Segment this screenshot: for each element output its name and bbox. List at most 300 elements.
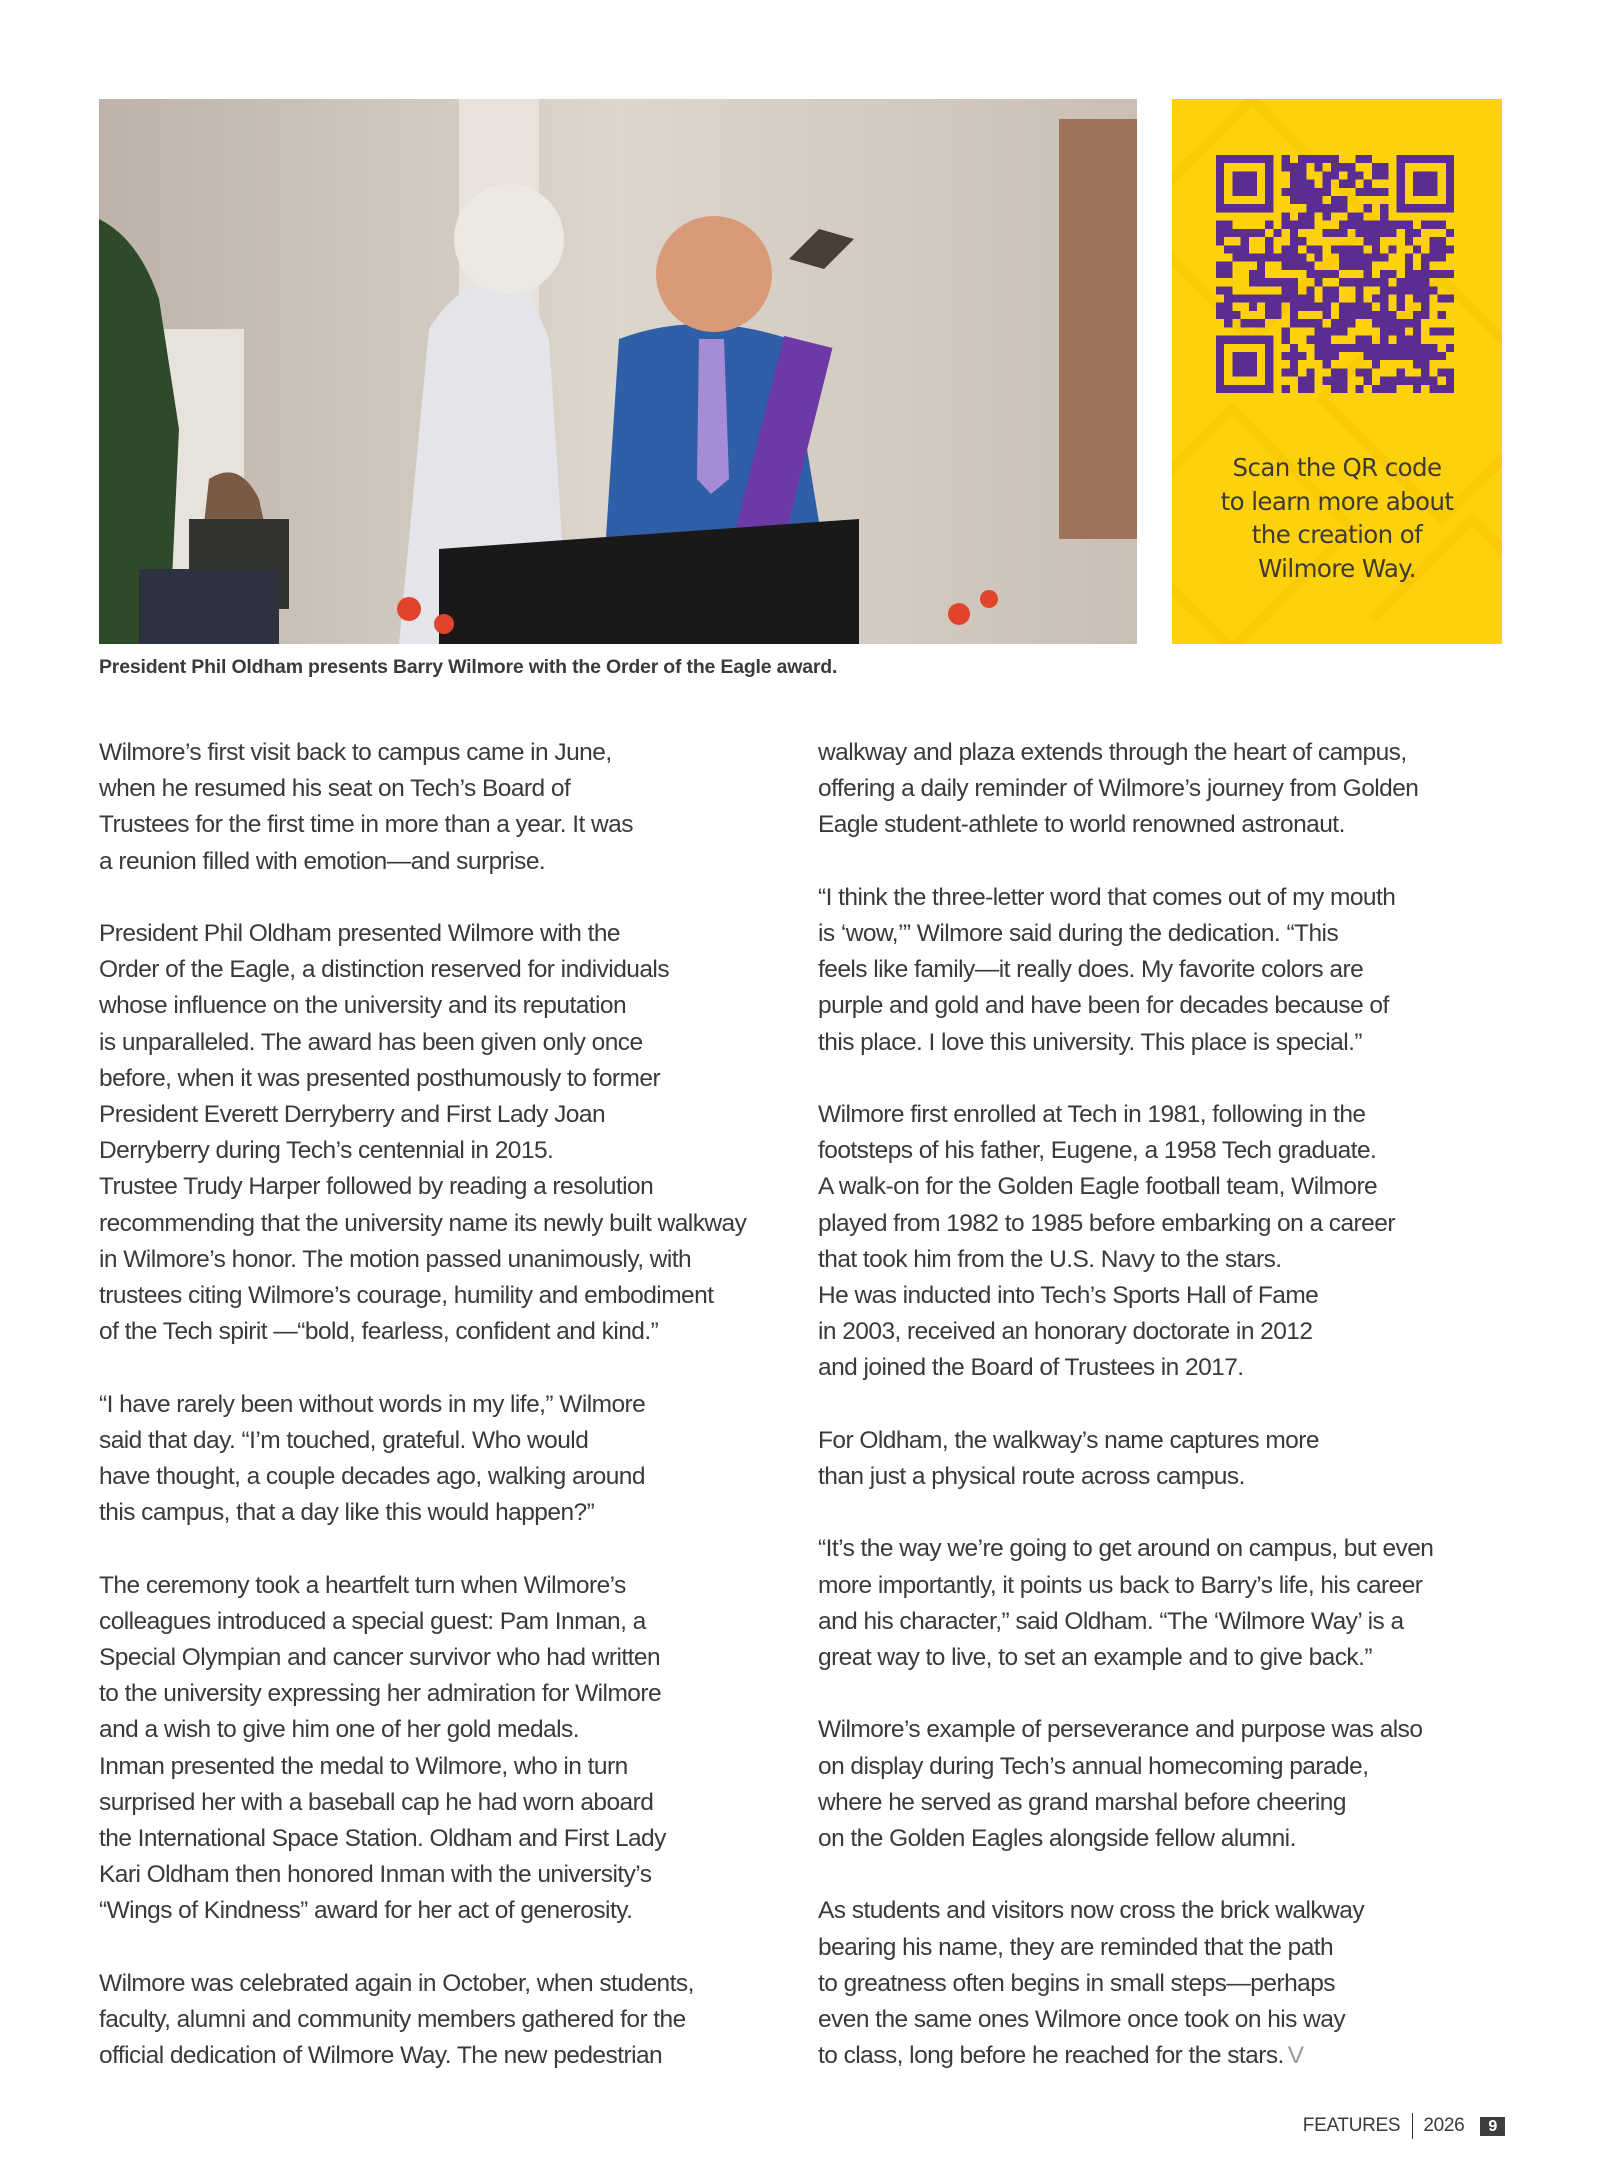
qr-module — [1331, 295, 1339, 303]
qr-module — [1429, 237, 1437, 245]
qr-module — [1265, 303, 1273, 311]
qr-module — [1364, 344, 1372, 352]
article-paragraph: Wilmore’s example of perseverance and purpose was also on display during Tech’s annual homecoming parade, where he served as grand marshal before cheering on the Golden Eagles alongside fellow alumni. — [818, 1716, 1423, 1853]
qr-module — [1232, 253, 1240, 261]
qr-module — [1405, 377, 1413, 385]
qr-module — [1306, 204, 1314, 212]
qr-module — [1372, 352, 1380, 360]
qr-module — [1257, 262, 1265, 270]
qr-module — [1314, 204, 1322, 212]
qr-module — [1446, 229, 1454, 237]
qr-module — [1438, 368, 1446, 376]
qr-module — [1306, 212, 1314, 220]
qr-module — [1388, 385, 1396, 393]
qr-module — [1314, 245, 1322, 253]
qr-module — [1380, 204, 1388, 212]
qr-module — [1446, 295, 1454, 303]
qr-module — [1306, 286, 1314, 294]
qr-module — [1216, 336, 1224, 393]
qr-module — [1356, 262, 1364, 270]
photo-caption: President Phil Oldham presents Barry Wilmore with the Order of the Eagle award. — [99, 656, 838, 678]
qr-module — [1323, 295, 1331, 303]
qr-module — [1249, 319, 1257, 327]
qr-module — [1265, 311, 1273, 319]
qr-module — [1372, 245, 1380, 253]
article-paragraph: walkway and plaza extends through the heart of campus, offering a daily reminder of Wilmore’s journey from Golden Eagle student-athlete to world renowned astronaut. — [818, 739, 1419, 839]
qr-module — [1446, 270, 1454, 278]
qr-module — [1224, 221, 1232, 229]
qr-module — [1306, 319, 1314, 327]
page-number: 9 — [1480, 2117, 1505, 2136]
qr-module — [1290, 368, 1298, 376]
qr-module — [1282, 245, 1290, 253]
article-paragraph-text: As students and visitors now cross the brick walkway bearing his name, they are reminded that the path to greatness often begins in small steps—perhaps even the same ones Wilmore once took on his way to class, long before he reached for the stars. — [818, 1897, 1365, 2070]
qr-module — [1323, 327, 1331, 335]
qr-module — [1314, 327, 1322, 335]
qr-module — [1356, 303, 1364, 311]
qr-module — [1323, 204, 1331, 212]
article-paragraph: Wilmore was celebrated again in October, when students, faculty, alumni and community members gathered for the official dedication of Wilmore Way. The new pedestrian — [99, 1969, 694, 2070]
qr-module — [1282, 212, 1290, 220]
qr-module — [1323, 344, 1331, 352]
qr-module — [1421, 270, 1429, 278]
qr-module — [1282, 352, 1290, 360]
qr-module — [1347, 212, 1355, 220]
qr-module — [1347, 262, 1355, 270]
qr-module — [1372, 171, 1380, 179]
qr-module — [1339, 377, 1347, 385]
qr-module — [1314, 188, 1322, 196]
qr-module — [1397, 286, 1405, 294]
qr-module — [1339, 278, 1347, 286]
qr-module — [1306, 368, 1314, 376]
qr-module — [1405, 336, 1413, 344]
qr-module — [1339, 319, 1347, 327]
qr-module — [1397, 295, 1405, 303]
qr-module — [1232, 311, 1240, 319]
qr-module — [1421, 368, 1429, 376]
qr-module — [1405, 237, 1413, 245]
qr-module — [1241, 229, 1249, 237]
qr-module — [1405, 221, 1413, 229]
qr-module — [1265, 237, 1273, 245]
photo-illustration — [99, 99, 1137, 644]
qr-module — [1405, 229, 1413, 237]
qr-module — [1380, 253, 1388, 261]
qr-module — [1380, 171, 1388, 179]
qr-module — [1339, 229, 1347, 237]
qr-module — [1257, 229, 1265, 237]
qr-module — [1372, 237, 1380, 245]
qr-module — [1364, 270, 1372, 278]
article-final-paragraph — [818, 1893, 1538, 2074]
qr-module — [1314, 163, 1322, 171]
qr-module — [1216, 286, 1224, 294]
qr-module — [1249, 253, 1257, 261]
qr-module — [1339, 221, 1347, 229]
qr-module — [1380, 377, 1388, 385]
qr-module — [1314, 196, 1322, 204]
qr-module — [1298, 237, 1306, 245]
qr-module — [1339, 204, 1347, 212]
qr-module — [1306, 336, 1314, 344]
qr-module — [1224, 262, 1232, 270]
qr-module — [1298, 303, 1306, 311]
qr-panel — [1172, 99, 1502, 644]
qr-module — [1438, 270, 1446, 278]
qr-module — [1323, 377, 1331, 385]
qr-module — [1257, 278, 1265, 286]
qr-module — [1421, 278, 1429, 286]
qr-module — [1306, 180, 1314, 188]
qr-module — [1339, 245, 1347, 253]
qr-module — [1241, 253, 1249, 261]
qr-module — [1380, 295, 1388, 303]
qr-module — [1249, 270, 1257, 278]
qr-module — [1241, 295, 1249, 303]
qr-module — [1265, 245, 1273, 253]
article-left-column — [99, 735, 819, 2074]
qr-module — [1273, 311, 1281, 319]
qr-module — [1298, 262, 1306, 270]
qr-module — [1323, 188, 1331, 196]
qr-module — [1397, 303, 1405, 311]
photo-flower — [434, 614, 454, 634]
qr-module — [1388, 311, 1396, 319]
qr-module — [1282, 163, 1290, 171]
qr-module — [1356, 336, 1364, 344]
qr-module — [1413, 286, 1421, 294]
qr-module — [1356, 221, 1364, 229]
qr-module — [1290, 171, 1298, 179]
qr-module — [1323, 180, 1331, 188]
qr-module — [1413, 319, 1421, 360]
qr-module — [1421, 344, 1429, 352]
qr-module — [1314, 155, 1322, 163]
qr-module — [1249, 278, 1257, 286]
qr-module — [1331, 163, 1339, 171]
qr-module — [1290, 262, 1298, 270]
qr-module — [1298, 163, 1306, 171]
qr-module — [1290, 253, 1298, 261]
qr-module — [1290, 237, 1298, 245]
qr-module — [1273, 303, 1281, 311]
qr-module — [1388, 270, 1396, 278]
qr-module — [1372, 311, 1380, 319]
qr-module — [1339, 180, 1347, 188]
article-paragraph: “I think the three-letter word that comes out of my mouth is ‘wow,’” Wilmore said during the dedication. “This feels like family—it really does. My favorite colors are purple and gold and have been for decades because of this place. I love this university. This place is special.” — [818, 883, 1396, 1056]
qr-module — [1298, 319, 1306, 327]
qr-module — [1323, 229, 1331, 237]
qr-module — [1331, 270, 1339, 278]
qr-module — [1282, 295, 1290, 303]
qr-module — [1216, 262, 1224, 270]
qr-module — [1273, 278, 1281, 286]
qr-module — [1290, 319, 1298, 327]
page-footer — [1303, 2113, 1505, 2139]
qr-module — [1224, 229, 1232, 237]
qr-module — [1331, 229, 1339, 237]
qr-module — [1249, 229, 1257, 237]
qr-module — [1241, 237, 1249, 245]
qr-module — [1380, 319, 1388, 360]
qr-module — [1339, 196, 1347, 204]
qr-module — [1249, 295, 1257, 303]
qr-module — [1290, 196, 1298, 204]
qr-module — [1446, 327, 1454, 335]
article-paragraph: “It’s the way we’re going to get around on campus, but even more importantly, it points us back to Barry’s life, his career and his character,” said Oldham. “The ‘Wilmore Way’ is a great way to live, to set an example and to give back.” — [818, 1535, 1434, 1672]
qr-module — [1339, 311, 1347, 319]
qr-module — [1323, 155, 1331, 163]
qr-module — [1290, 163, 1298, 171]
qr-module — [1290, 245, 1298, 253]
qr-module — [1397, 204, 1454, 212]
qr-module — [1290, 360, 1298, 368]
qr-module — [1372, 344, 1380, 352]
qr-module — [1216, 229, 1224, 237]
qr-module — [1413, 385, 1421, 393]
qr-module — [1388, 286, 1396, 294]
qr-module — [1224, 295, 1232, 303]
qr-module — [1347, 221, 1355, 229]
qr-module — [1438, 385, 1446, 393]
qr-module — [1339, 327, 1347, 335]
qr-module — [1314, 319, 1322, 327]
article-paragraph: Wilmore first enrolled at Tech in 1981, following in the footsteps of his father, Eugene, a 1958 Tech graduate. A walk-on for the Golden Eagle football team, Wilmore played from 1982 to 1985 before embarking on a career that took him from the U.S. Navy to the stars. He was inducted into Tech’s Sports Hall of Fame in 2003, received an honorary doctorate in 2012 and joined the Board of Trustees in 2017. — [818, 1101, 1395, 1382]
qr-module — [1397, 377, 1405, 385]
qr-module — [1397, 327, 1405, 335]
qr-module — [1388, 245, 1396, 253]
qr-module — [1331, 352, 1339, 360]
qr-module — [1429, 352, 1437, 360]
qr-module — [1331, 368, 1339, 376]
qr-module — [1421, 253, 1429, 261]
qr-module — [1372, 221, 1380, 229]
qr-module — [1364, 204, 1372, 212]
qr-module — [1429, 270, 1437, 278]
qr-module — [1438, 245, 1446, 253]
qr-module — [1331, 377, 1339, 385]
qr-module — [1314, 253, 1322, 261]
qr-module — [1323, 336, 1331, 344]
qr-module — [1298, 377, 1306, 385]
qr-module — [1429, 344, 1437, 352]
article-paragraph: The ceremony took a heartfelt turn when Wilmore’s colleagues introduced a special guest: Pam Inman, a Special Olympian and cancer survivor who had written to the university expressing her admiration for Wilmore and a wish to give him one of her gold medals. Inman presented the medal to Wilmore, who in turn surprised her with a baseball cap he had worn aboard the International Space Station. Oldham and First Lady Kari Oldham then honored Inman with the university’s “Wings of Kindness” award for her act of generosity. — [99, 1571, 666, 1925]
qr-module — [1372, 253, 1380, 261]
qr-module — [1388, 327, 1396, 335]
qr-module — [1298, 196, 1306, 204]
qr-module — [1347, 344, 1355, 352]
qr-module — [1331, 245, 1339, 253]
qr-module — [1290, 229, 1298, 237]
qr-module — [1265, 336, 1273, 393]
qr-module — [1356, 229, 1364, 237]
qr-module — [1331, 155, 1339, 163]
qr-module — [1347, 311, 1355, 319]
qr-module — [1356, 385, 1364, 393]
qr-module — [1339, 368, 1347, 376]
qr-module — [1356, 368, 1364, 376]
qr-module — [1356, 155, 1364, 163]
qr-module — [1429, 327, 1437, 335]
qr-module — [1265, 295, 1273, 303]
qr-module — [1438, 253, 1446, 261]
qr-module — [1405, 270, 1413, 278]
qr-module — [1380, 270, 1388, 278]
qr-module — [1364, 303, 1372, 311]
qr-module — [1356, 188, 1364, 196]
qr-module — [1372, 319, 1380, 327]
qr-module — [1347, 319, 1355, 327]
qr-module — [1314, 278, 1322, 286]
qr-module — [1323, 352, 1331, 360]
qr-module — [1232, 229, 1240, 237]
qr-module — [1323, 212, 1331, 220]
qr-module — [1306, 221, 1314, 229]
qr-module — [1364, 253, 1372, 261]
qr-module — [1306, 377, 1314, 385]
qr-module — [1224, 245, 1232, 253]
qr-module — [1216, 311, 1224, 319]
qr-module — [1216, 270, 1224, 278]
photo-flower — [948, 603, 970, 625]
photo-flower — [397, 597, 421, 621]
qr-module — [1372, 188, 1380, 196]
qr-module — [1364, 377, 1372, 385]
qr-module — [1216, 155, 1224, 212]
qr-module — [1298, 188, 1306, 196]
qr-module — [1265, 253, 1273, 261]
qr-module — [1397, 344, 1405, 352]
qr-module — [1429, 377, 1437, 385]
qr-module — [1314, 303, 1322, 311]
qr-module — [1306, 188, 1314, 196]
qr-module — [1323, 270, 1331, 278]
qr-module — [1380, 286, 1388, 294]
article-paragraph: For Oldham, the walkway’s name captures more than just a physical route across campus. — [818, 1426, 1319, 1491]
qr-module — [1413, 245, 1421, 253]
qr-module — [1429, 286, 1437, 294]
qr-code-icon[interactable] — [1216, 155, 1454, 393]
qr-module — [1314, 270, 1322, 278]
qr-module — [1323, 360, 1331, 368]
qr-module — [1364, 278, 1372, 286]
qr-module — [1224, 319, 1232, 327]
qr-module — [1388, 221, 1396, 229]
qr-module — [1347, 278, 1355, 286]
qr-module — [1224, 270, 1232, 278]
qr-module — [1413, 229, 1421, 237]
photo-oldham-head — [454, 184, 564, 294]
article-paragraph: “I have rarely been without words in my life,” Wilmore said that day. “I’m touched, grateful. Who would have thought, a couple decades ago, walking around this campus, that a day like this would happen?” — [99, 1390, 646, 1527]
qr-module — [1265, 155, 1273, 212]
footer-section: FEATURES — [1302, 2115, 1401, 2136]
qr-module — [1446, 344, 1454, 352]
qr-module — [1298, 171, 1306, 179]
qr-module — [1413, 295, 1421, 303]
qr-module — [1347, 253, 1355, 261]
qr-module — [1405, 278, 1413, 286]
qr-module — [1290, 311, 1298, 319]
qr-module — [1429, 253, 1437, 261]
qr-module — [1380, 212, 1388, 220]
qr-module — [1364, 336, 1372, 344]
qr-module — [1397, 278, 1405, 286]
qr-module — [1421, 221, 1429, 229]
qr-module — [1298, 385, 1306, 393]
qr-module — [1397, 155, 1405, 212]
qr-module — [1290, 295, 1298, 303]
qr-module — [1438, 327, 1446, 335]
qr-module — [1232, 295, 1240, 303]
qr-module — [1224, 303, 1232, 311]
qr-module — [1290, 303, 1298, 311]
qr-module — [1282, 327, 1290, 335]
qr-module — [1364, 155, 1372, 163]
qr-module — [1306, 155, 1314, 163]
qr-module — [1347, 180, 1355, 188]
qr-module — [1380, 188, 1388, 196]
qr-module — [1364, 221, 1372, 229]
qr-module — [1331, 171, 1339, 179]
qr-module — [1413, 377, 1421, 385]
qr-module — [1364, 229, 1372, 237]
qr-module — [1421, 262, 1429, 270]
qr-module — [1339, 262, 1347, 270]
qr-module — [1413, 171, 1438, 196]
qr-module — [1364, 262, 1372, 270]
article-paragraph: President Phil Oldham presented Wilmore with the Order of the Eagle, a distinction reserved for individuals whose influence on the university and its reputation is unparalleled. The award has been given only once before, when it was presented posthumously to former President Everett Derryberry and First Lady Joan Derryberry during Tech’s centennial in 2015. Trustee Trudy Harper followed by reading a resolution recommending that the university name its newly built walkway in Wilmore’s honor. The motion passed unanimously, with trustees citing Wilmore’s courage, humility and embodiment of the Tech spirit —“bold, fearless, confident and kind.” — [99, 920, 747, 1346]
qr-module — [1372, 278, 1380, 286]
qr-module — [1380, 278, 1388, 286]
qr-module — [1405, 253, 1413, 261]
qr-module — [1421, 360, 1429, 368]
qr-module — [1216, 385, 1273, 393]
qr-module — [1356, 295, 1364, 303]
qr-module — [1232, 245, 1240, 253]
qr-module — [1298, 253, 1306, 261]
qr-module — [1413, 311, 1421, 319]
qr-module — [1306, 303, 1314, 311]
qr-module — [1331, 204, 1339, 212]
article-paragraph: Wilmore’s first visit back to campus came in June, when he resumed his seat on Tech’s Board of Trustees for the first time in more than a year. It was a reunion filled with emotion—and surprise. — [99, 739, 633, 875]
qr-module — [1356, 311, 1364, 319]
qr-module — [1314, 352, 1322, 360]
qr-module — [1397, 221, 1405, 229]
qr-module — [1290, 286, 1298, 294]
qr-module — [1364, 188, 1372, 196]
qr-module — [1421, 352, 1429, 360]
qr-module — [1380, 311, 1388, 319]
qr-module — [1421, 295, 1429, 303]
qr-module — [1224, 286, 1232, 294]
qr-module — [1339, 385, 1347, 393]
qr-module — [1306, 262, 1314, 270]
qr-module — [1356, 344, 1364, 352]
qr-module — [1282, 278, 1290, 286]
qr-module — [1356, 278, 1364, 286]
qr-module — [1413, 270, 1421, 278]
qr-module — [1331, 385, 1339, 393]
qr-module — [1282, 368, 1290, 376]
qr-module — [1405, 262, 1413, 270]
qr-module — [1405, 286, 1413, 294]
qr-module — [1265, 278, 1273, 286]
qr-module — [1372, 229, 1380, 237]
qr-module — [1216, 221, 1224, 229]
qr-module — [1257, 270, 1265, 278]
qr-module — [1298, 212, 1306, 220]
